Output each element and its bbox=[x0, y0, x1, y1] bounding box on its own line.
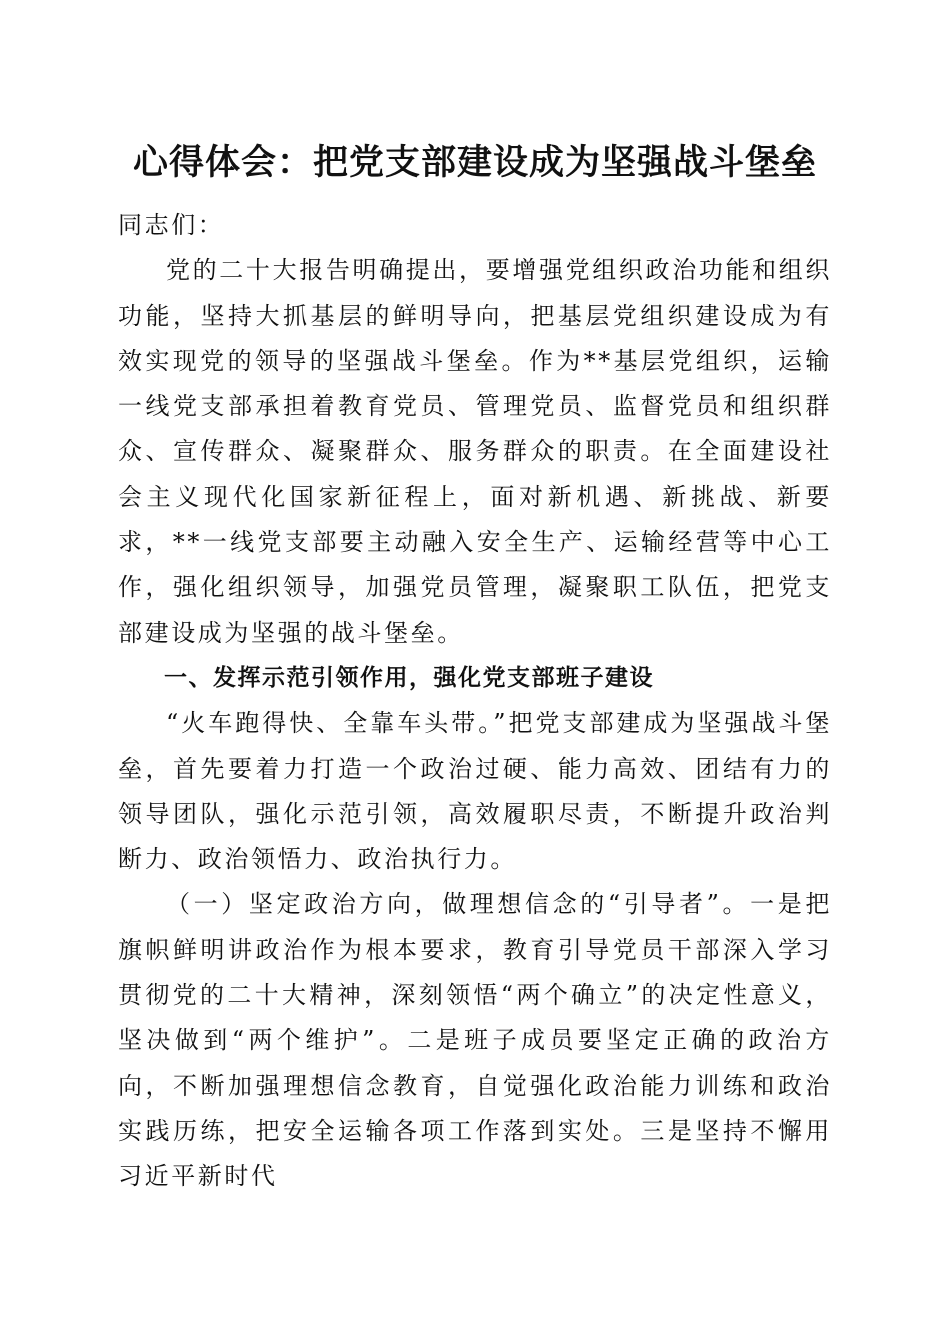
section-paragraph: “火车跑得快、全靠车头带。”把党支部建成为坚强战斗堡垒，首先要着力打造一个政治过硬、能力高效、团结有力的领导团队，强化示范引领，高效履职尽责，不断提升政治判断力、政治领悟力、政治执行力。 bbox=[118, 709, 832, 874]
document-body bbox=[118, 203, 832, 1200]
salutation: 同志们： bbox=[118, 211, 225, 239]
section-heading: 一、发挥示范引领作用，强化党支部班子建设 bbox=[164, 664, 654, 691]
document-title: 心得体会：把党支部建设成为坚强战斗堡垒 bbox=[132, 143, 817, 183]
intro-paragraph: 党的二十大报告明确提出，要增强党组织政治功能和组织功能，坚持大抓基层的鲜明导向，把基层党组织建设成为有效实现党的领导的坚强战斗堡垒。作为**基层党组织，运输一线党支部承担着教育党员、管理党员、监督党员和组织群众、宣传群众、凝聚群众、服务群众的职责。在全面建设社会主义现代化国家新征程上，面对新机遇、新挑战、新要求，**一线党支部要主动融入安全生产、运输经营等中心工作，强化组织领导，加强党员管理，凝聚职工队伍，把党支部建设成为坚强的战斗堡垒。 bbox=[118, 256, 832, 647]
subsection-paragraph: （一）坚定政治方向，做理想信念的“引导者”。一是把旗帜鲜明讲政治作为根本要求，教育引导党员干部深入学习贯彻党的二十大精神，深刻领悟“两个确立”的决定性意义，坚决做到“两个维护”。二是班子成员要坚定正确的政治方向，不断加强理想信念教育，自觉强化政治能力训练和政治实践历练，把安全运输各项工作落到实处。三是坚持不懈用习近平新时代 bbox=[118, 890, 832, 1191]
